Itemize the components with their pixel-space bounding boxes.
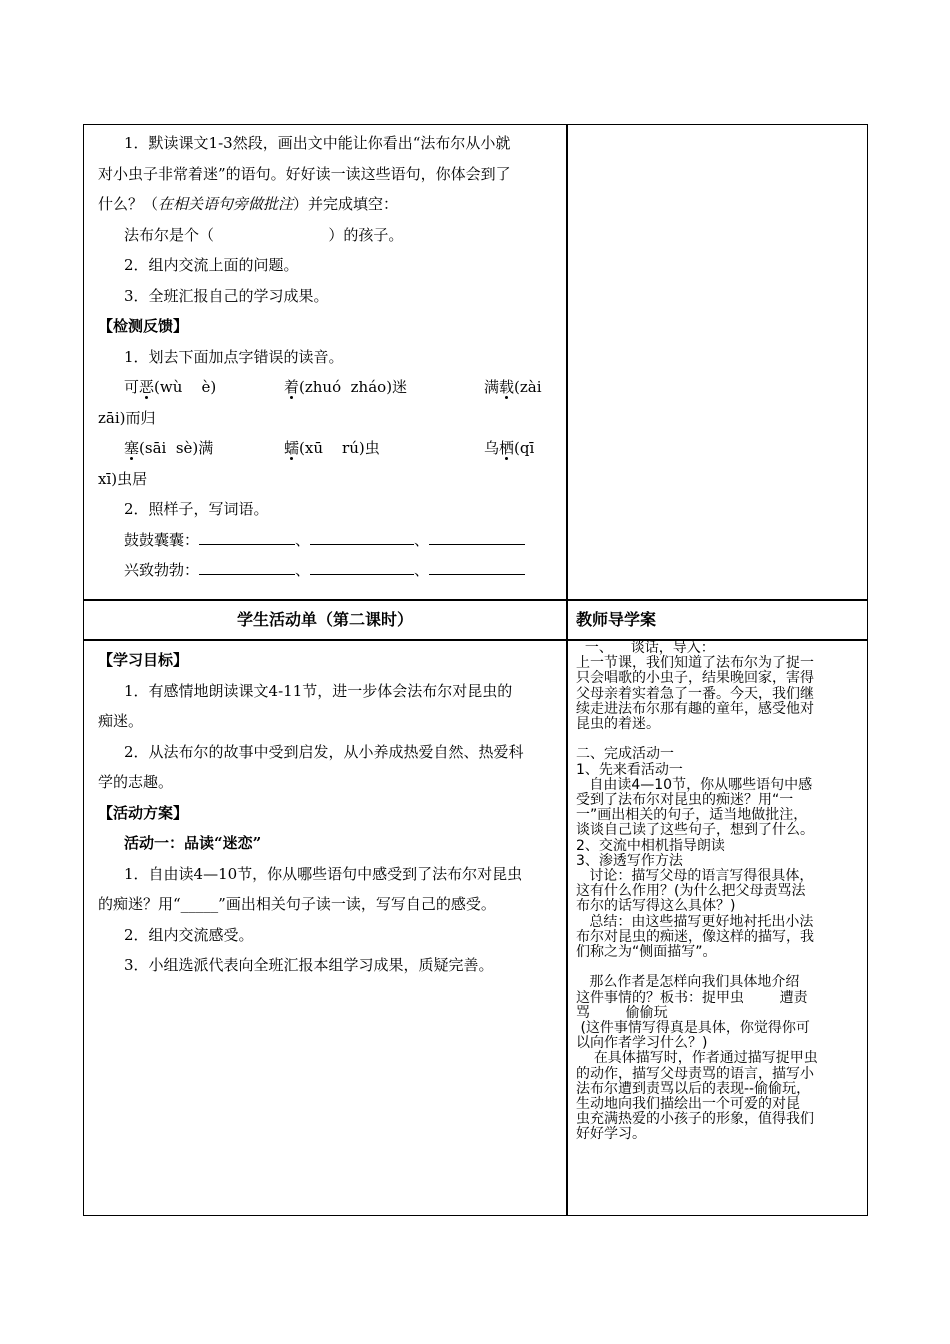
teacher-plan-line: 总结：由这些描写更好地衬托出小法	[576, 913, 814, 930]
teacher-plan-line: 只会唱歌的小虫子，结果晚回家，害得	[576, 670, 814, 687]
word-line-2: 兴致勃勃： 、 、	[98, 555, 556, 586]
word-label: 鼓鼓囊囊：	[124, 530, 200, 549]
teacher-plan-line: 这件事情的？板书：捉甲虫 遭责	[576, 989, 808, 1006]
teacher-plan-line: 在具体描写时，作者通过描写捉甲虫	[576, 1050, 818, 1067]
annotation-instruction: 在相关语句旁做批注	[158, 195, 294, 213]
plan-title: 【活动方案】	[98, 803, 189, 822]
teacher-plan-line: 讨论：描写父母的语言写得很具体，	[576, 868, 814, 885]
pinyin-item: 满载(zài	[484, 378, 542, 396]
fill-in-sentence: 法布尔是个（ ）的孩子。	[124, 225, 404, 244]
blank-line[interactable]	[310, 560, 414, 575]
teacher-plan-body	[568, 641, 867, 1143]
blank-line[interactable]	[429, 560, 525, 575]
pinyin-row-1	[98, 372, 556, 403]
activity-step-1-line-1: 1．自由读4—10节，你从哪些语句中感受到了法布尔对昆虫	[124, 864, 523, 883]
question-2: 2．组内交流上面的问题。	[124, 256, 299, 274]
blank-line[interactable]	[199, 560, 295, 575]
blank-line[interactable]	[310, 530, 414, 545]
teacher-plan-line: 这有什么作用？(为什么把父母责骂法	[576, 883, 806, 900]
goal-1-line-2: 痴迷。	[98, 712, 144, 730]
pinyin-continuation-2: xī)虫居	[98, 469, 148, 488]
feedback-1: 1．划去下面加点字错误的读音。	[124, 347, 344, 366]
teacher-plan-line: 自由读4—10节，你从哪些语句中感	[576, 776, 813, 793]
teacher-plan-header: 教师导学案	[576, 610, 657, 629]
question-3: 3．全班汇报自己的学习成果。	[124, 286, 329, 305]
goal-2-line-2: 学的志趣。	[98, 773, 174, 791]
teacher-plan-line: 生动地向我们描绘出一个可爱的对昆	[576, 1096, 800, 1113]
goal-1-line-1: 1．有感情地朗读课文4-11节，进一步体会法布尔对昆虫的	[124, 681, 513, 700]
teacher-plan-line: 以向作者学习什么？)	[576, 1035, 708, 1052]
pinyin-continuation-1: zāi)而归	[98, 408, 156, 427]
teacher-plan-line: 们称之为“侧面描写”。	[576, 944, 717, 961]
activity-step-3: 3．小组选派代表向全班汇报本组学习成果，质疑完善。	[124, 956, 494, 974]
teacher-plan-line: 谈谈自己读了这些句子，想到了什么。	[576, 822, 814, 839]
teacher-plan-line: 上一节课，我们知道了法布尔为了捉一	[576, 655, 814, 672]
teacher-plan-line: 受到了法布尔对昆虫的痴迷？用“一	[576, 792, 794, 809]
q1-line3-suffix: ）并完成填空：	[293, 195, 399, 213]
teacher-plan-line: 骂 偷偷玩	[576, 1004, 668, 1021]
teacher-plan-line: 续走进法布尔那有趣的童年，感受他对	[576, 700, 814, 717]
blank-line[interactable]	[199, 530, 295, 545]
question-1-line-3	[98, 189, 556, 220]
pinyin-item: 乌栖(qī	[484, 439, 535, 457]
question-1-line-1: 1．默读课文1-3然段，画出文中能让你看出“法布尔从小就	[124, 134, 511, 152]
teacher-plan-line: 3、渗透写作方法	[576, 852, 683, 869]
teacher-plan-line: 1、先来看活动一	[576, 761, 683, 778]
activity-1-title: 活动一：品读“迷恋”	[124, 834, 262, 852]
teacher-plan-line: 的动作，描写父母责骂的语言，描写小	[576, 1065, 814, 1082]
pinyin-item: 蠕(xū rú)虫	[284, 439, 380, 457]
teacher-plan-line: 一、 谈话，导入：	[576, 640, 715, 656]
teacher-plan-line: (这件事情写得真是具体，你觉得你可	[576, 1020, 810, 1037]
q1-line3-prefix: 什么？（	[98, 195, 159, 213]
pinyin-item: 着(zhuó zháo)迷	[284, 378, 408, 396]
teacher-plan-line: 那么作者是怎样向我们具体地介绍	[576, 974, 800, 991]
pinyin-row-2	[98, 433, 556, 464]
teacher-plan-line: 好好学习。	[576, 1126, 646, 1143]
teacher-plan-line: 布尔对昆虫的痴迷，像这样的描写，我	[576, 928, 814, 945]
pinyin-item: 塞(sāi sè)满	[124, 439, 214, 457]
blank-line[interactable]	[429, 530, 525, 545]
bottom-left-cell	[84, 645, 566, 981]
question-1-line-2: 对小虫子非常着迷”的语句。好好读一读这些语句，你体会到了	[98, 164, 511, 183]
feedback-2: 2．照样子，写词语。	[124, 500, 269, 518]
pinyin-item: 可恶(wù è)	[124, 378, 217, 396]
student-sheet-header: 学生活动单（第二课时）	[236, 610, 413, 629]
teacher-plan-line: 布尔的话写得这么具体？)	[576, 898, 736, 915]
goal-2-line-1: 2．从法布尔的故事中受到启发，从小养成热爱自然、热爱科	[124, 742, 524, 761]
teacher-plan-line: 父母亲着实着急了一番。今天，我们继	[576, 685, 814, 702]
top-left-cell	[84, 128, 566, 586]
teacher-plan-line: 二、完成活动一	[576, 746, 674, 763]
goal-title: 【学习目标】	[98, 651, 189, 669]
feedback-title: 【检测反馈】	[98, 317, 189, 335]
word-line-1: 鼓鼓囊囊： 、 、	[98, 525, 556, 556]
activity-step-2: 2．组内交流感受。	[124, 925, 254, 944]
word-label: 兴致勃勃：	[124, 561, 200, 579]
teacher-plan-line: 虫充满热爱的小孩子的形象，值得我们	[576, 1111, 814, 1128]
teacher-plan-line: 一”画出相关的句子，适当地做批注，	[576, 807, 808, 824]
teacher-plan-line: 2、交流中相机指导朗读	[576, 837, 725, 854]
lesson-table	[83, 124, 868, 1216]
activity-step-1-line-2: 的痴迷？用“_____”画出相关句子读一读，写写自己的感受。	[98, 895, 496, 913]
teacher-plan-line: 昆虫的着迷。	[576, 716, 660, 733]
teacher-plan-line: 法布尔遭到责骂以后的表现--偷偷玩，	[576, 1080, 811, 1097]
